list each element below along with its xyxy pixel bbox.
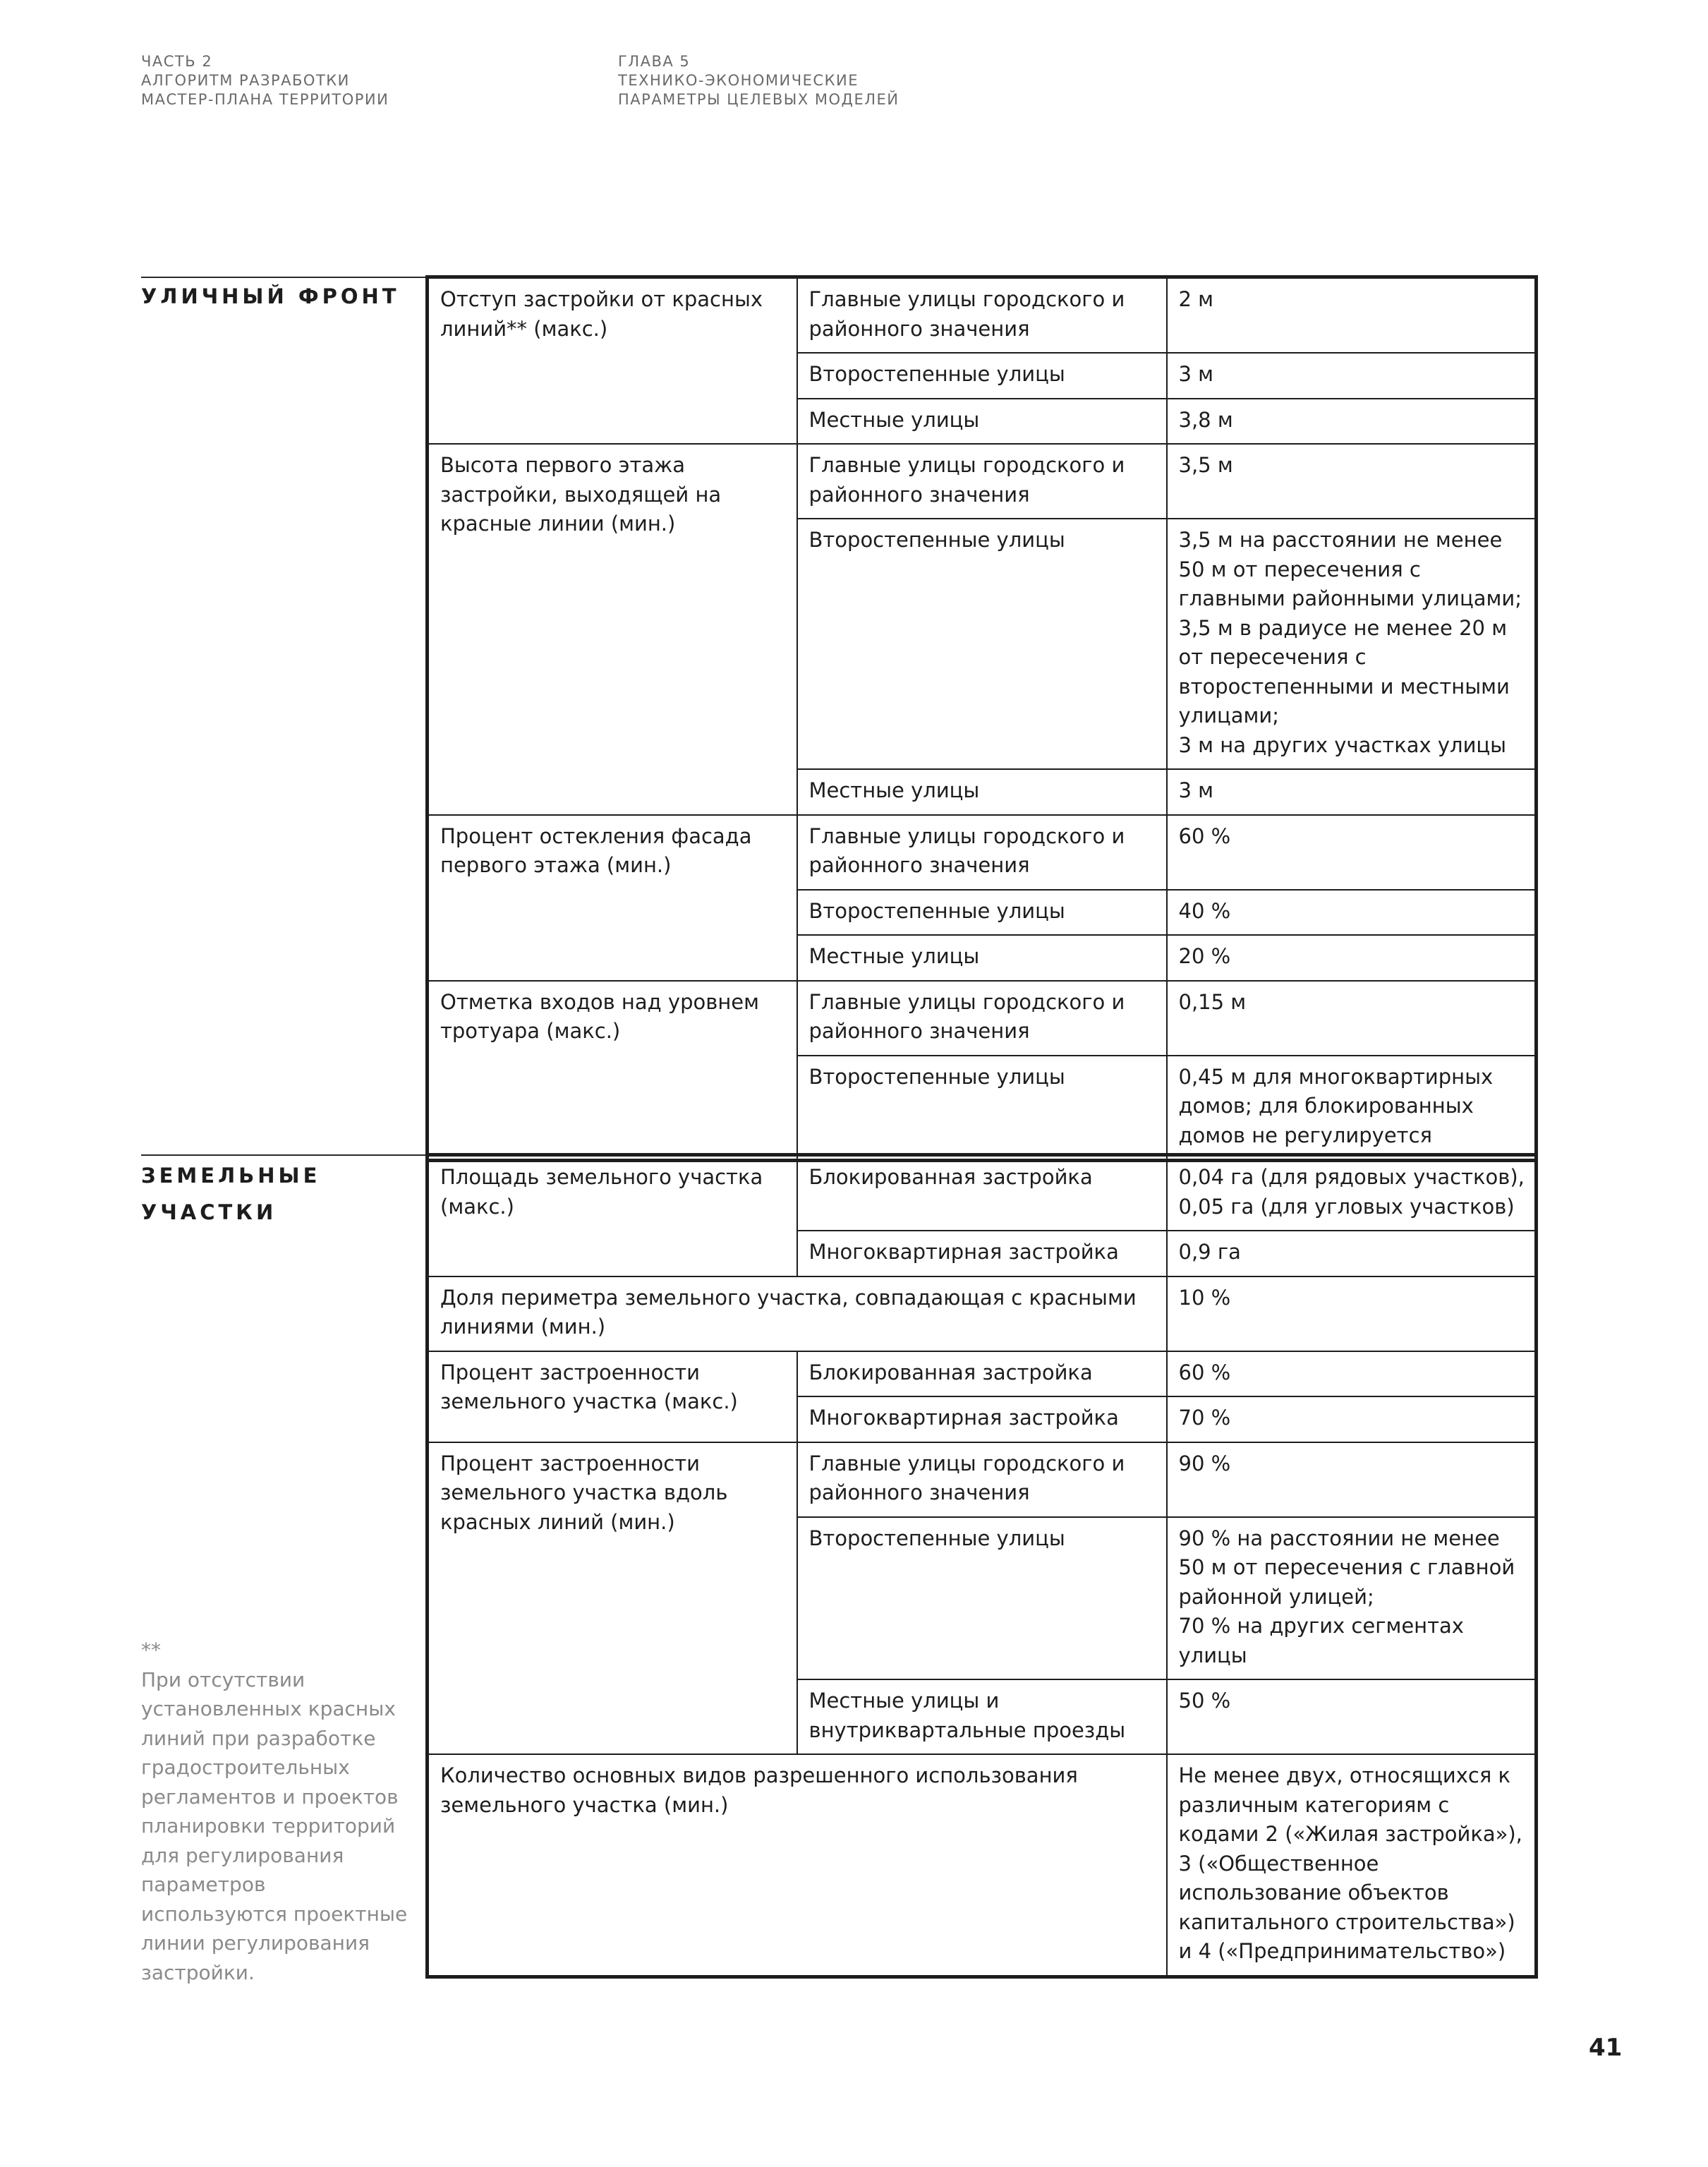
table-row	[428, 277, 1537, 354]
street-cell: Второстепенные улицы	[797, 1517, 1167, 1680]
value-cell: 60 %	[1167, 1351, 1537, 1397]
type-cell: Блокированная застройка	[797, 1155, 1167, 1231]
table-row	[428, 815, 1537, 890]
street-cell: Местные улицы	[797, 935, 1167, 981]
section-rule-land-plots	[141, 1154, 425, 1156]
type-cell: Блокированная застройка	[797, 1351, 1167, 1397]
street-front-table	[425, 275, 1538, 1162]
street-cell: Главные улицы городского и районного значения	[797, 981, 1167, 1056]
running-header-chapter: ГЛАВА 5 ТЕХНИКО-ЭКОНОМИЧЕСКИЕ ПАРАМЕТРЫ ЦЕЛЕВЫХ МОДЕЛЕЙ	[618, 53, 900, 108]
table-row	[428, 981, 1537, 1056]
page-number: 41	[1589, 2034, 1623, 2062]
section-title-street-front: УЛИЧНЫЙ ФРОНТ	[141, 284, 400, 308]
param-cell: Доля периметра земельного участка, совпадающая с красными линиями (мин.)	[428, 1276, 1167, 1351]
value-cell: 90 %	[1167, 1442, 1537, 1517]
street-cell: Главные улицы городского и районного значения	[797, 1442, 1167, 1517]
param-cell: Площадь земельного участка (макс.)	[428, 1155, 797, 1276]
value-cell: 2 м	[1167, 277, 1537, 354]
value-cell: Не менее двух, относящихся к различным категориям с кодами 2 («Жилая застройка»), 3 («Общественное использование объектов капитального строительства») и 4 («Предпринимательство»)	[1167, 1754, 1537, 1976]
value-cell: 50 %	[1167, 1679, 1537, 1754]
type-cell: Многоквартирная застройка	[797, 1231, 1167, 1276]
footnote-mark: **	[141, 1638, 161, 1662]
street-cell: Второстепенные улицы	[797, 519, 1167, 769]
param-cell: Отметка входов над уровнем тротуара (макс.)	[428, 981, 797, 1161]
value-cell: 40 %	[1167, 890, 1537, 936]
street-cell: Второстепенные улицы	[797, 353, 1167, 399]
param-cell: Процент застроенности земельного участка вдоль красных линий (мин.)	[428, 1442, 797, 1755]
street-cell: Местные улицы и внутриквартальные проезды	[797, 1679, 1167, 1754]
value-cell: 3,8 м	[1167, 399, 1537, 445]
table-row	[428, 1351, 1537, 1397]
value-cell: 0,9 га	[1167, 1231, 1537, 1276]
value-cell: 3 м	[1167, 353, 1537, 399]
street-cell: Второстепенные улицы	[797, 890, 1167, 936]
table-row	[428, 1442, 1537, 1517]
value-cell: 20 %	[1167, 935, 1537, 981]
table-row	[428, 1276, 1537, 1351]
street-cell: Главные улицы городского и районного значения	[797, 277, 1167, 354]
street-cell: Главные улицы городского и районного значения	[797, 444, 1167, 519]
param-cell: Количество основных видов разрешенного использования земельного участка (мин.)	[428, 1754, 1167, 1976]
footnote-text: При отсутствии установленных красных линий при разработке градостроительных регламентов и проектов планировки территорий для регулирования параметров используются проектные линии регулирования застройки.	[141, 1667, 408, 1984]
type-cell: Многоквартирная застройка	[797, 1396, 1167, 1442]
value-cell: 10 %	[1167, 1276, 1537, 1351]
street-cell: Второстепенные улицы	[797, 1056, 1167, 1161]
running-header-part: ЧАСТЬ 2 АЛГОРИТМ РАЗРАБОТКИ МАСТЕР-ПЛАНА ТЕРРИТОРИИ	[141, 53, 389, 108]
value-cell: 3 м	[1167, 769, 1537, 815]
value-cell: 3,5 м	[1167, 444, 1537, 519]
table-row	[428, 444, 1537, 519]
value-cell: 0,04 га (для рядовых участков), 0,05 га (для угловых участков)	[1167, 1155, 1537, 1231]
section-title-land-plots: ЗЕМЕЛЬНЫЕ УЧАСТКИ	[141, 1164, 321, 1224]
value-cell: 90 % на расстоянии не менее 50 м от пересечения с главной районной улицей; 70 % на других сегментах улицы	[1167, 1517, 1537, 1680]
value-cell: 0,45 м для многоквартирных домов; для блокированных домов не регулируется	[1167, 1056, 1537, 1161]
value-cell: 60 %	[1167, 815, 1537, 890]
value-cell: 3,5 м на расстоянии не менее 50 м от пересечения с главными районными улицами; 3,5 м в радиусе не менее 20 м от пересечения с второстепенными и местными улицами; 3 м на других участках улицы	[1167, 519, 1537, 769]
value-cell: 70 %	[1167, 1396, 1537, 1442]
street-cell: Местные улицы	[797, 769, 1167, 815]
param-cell: Процент остекления фасада первого этажа (мин.)	[428, 815, 797, 981]
value-cell: 0,15 м	[1167, 981, 1537, 1056]
param-cell: Отступ застройки от красных линий** (макс.)	[428, 277, 797, 445]
footnote	[141, 1636, 409, 1987]
table-row	[428, 1155, 1537, 1231]
land-plots-table	[425, 1153, 1538, 1979]
param-cell: Высота первого этажа застройки, выходящей на красные линии (мин.)	[428, 444, 797, 815]
table-row	[428, 1754, 1537, 1976]
street-cell: Местные улицы	[797, 399, 1167, 445]
street-cell: Главные улицы городского и районного значения	[797, 815, 1167, 890]
param-cell: Процент застроенности земельного участка (макс.)	[428, 1351, 797, 1442]
